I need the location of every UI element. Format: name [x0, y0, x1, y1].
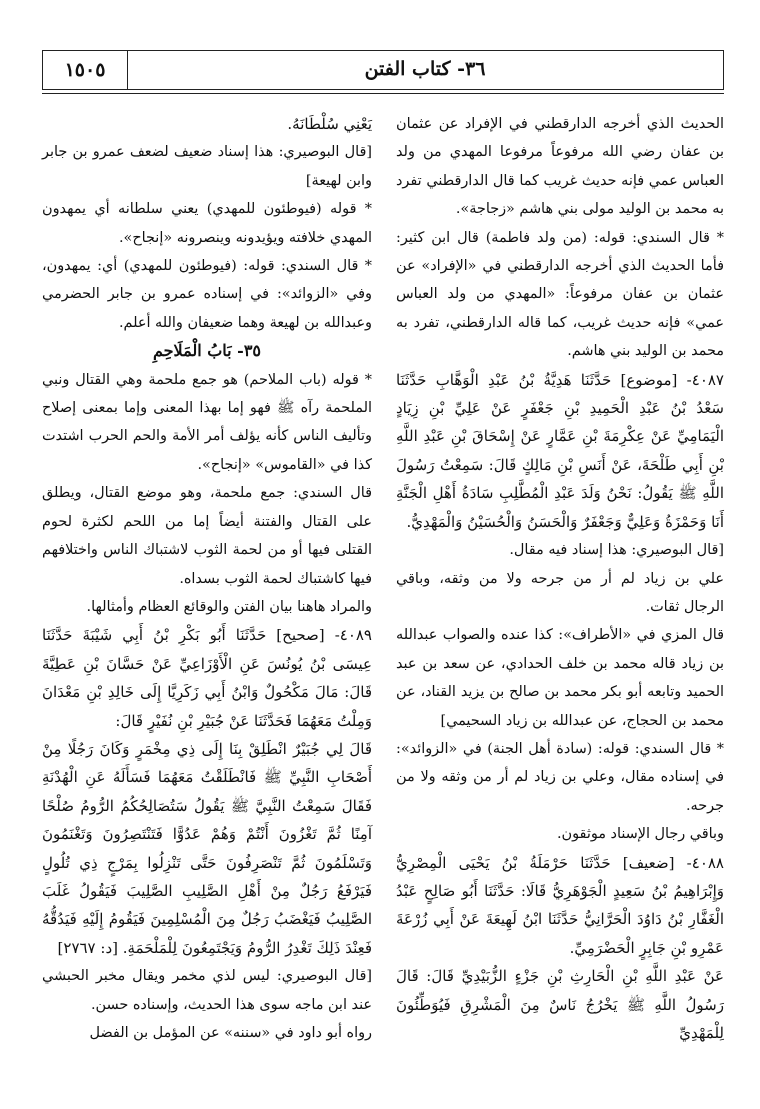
left-column [42, 110, 372, 1047]
hadith-4089-matn: قَالَ لِي جُبَيْرٌ انْطَلِقْ بِنَا إِلَى ذِي مِخْمَرٍ وَكَانَ رَجُلًا مِنْ أَصْحَابِ النَّبِيِّ ﷺ فَانْطَلَقْتُ مَعَهُمَا فَسَأَلَهُ عَنِ الْهُدْنَةِ فَقَالَ سَمِعْتُ النَّبِيَّ ﷺ يَقُولُ سَتُصَالِحُكُمُ الرُّومُ صُلْحًا آمِنًا ثُمَّ تَغْزُونَ أَنْتُمْ وَهُمْ عَدُوًّا فَتَنْتَصِرُونَ وَتَغْنَمُونَ وَتَسْلَمُونَ ثُمَّ تَنْصَرِفُونَ حَتَّى تَنْزِلُوا بِمَرْجٍ ذِي تُلُولٍ فَيَرْفَعُ رَجُلٌ مِنْ أَهْلِ الصَّلِيبِ الصَّلِيبَ فَيَقُولُ غَلَبَ الصَّلِيبُ فَيَغْضَبُ رَجُلٌ مِنَ الْمُسْلِمِينَ فَيَقُومُ إِلَيْهِ فَيَدُقُّهُ فَعِنْدَ ذَلِكَ تَغْدِرُ الرُّومُ وَيَجْتَمِعُونَ لِلْمَلْحَمَةِ. [د: ٢٧٦٧] [42, 739, 372, 957]
abu-dawud-note-4089: رواه أبو داود في «سننه» عن المؤمل بن الفضل [89, 1025, 372, 1041]
hadith-4087: ٤٠٨٧- [موضوع] حَدَّثَنَا هَدِيَّةُ بْنُ عَبْدِ الْوَهَّابِ حَدَّثَنَا سَعْدُ بْنُ عَبْدِ الْحَمِيدِ بْنِ جَعْفَرٍ عَنْ عَلِيِّ بْنِ زِيَادٍ الْيَمَامِيِّ عَنْ عِكْرِمَةَ بْنِ عَمَّارٍ عَنْ إِسْحَاقَ بْنِ عَبْدِ اللَّهِ بْنِ أَبِي طَلْحَةَ، عَنْ أَنَسِ بْنِ مَالِكٍ قَالَ: سَمِعْتُ رَسُولَ اللَّهِ ﷺ يَقُولُ: نَحْنُ وَلَدَ عَبْدِ الْمُطَّلِبِ سَادَةُ أَهْلِ الْجَنَّةِ أَنَا وَحَمْزَةُ وَعَلِيٌّ وَجَعْفَرٌ وَالْحَسَنُ وَالْحُسَيْنُ وَالْمَهْدِيُّ. [396, 370, 724, 531]
page-number: ١٥٠٥ [64, 59, 106, 81]
narrator-note-4087: علي بن زياد لم أر من جرحه ولا من وثقه، وباقي الرجال ثقات. [396, 570, 724, 615]
section-heading-malahim: ٣٥- بَابُ الْمَلَاحِمِ [152, 341, 261, 361]
hadith-4088-end: يَعْنِي سُلْطَانَهُ. [287, 115, 372, 133]
busiri-note-4089: [قال البوصيري: ليس لذي مخمر ويقال مخبر الحبشي عند ابن ماجه سوى هذا الحديث، وإسناده حسن. [42, 968, 372, 1013]
page-header [42, 50, 724, 90]
right-column [396, 110, 724, 1047]
injah-note-4088: * قوله (فيوطئون للمهدي) يعني سلطانه أي يمهدون المهدي خلافته ويؤيدونه وينصرونه «إنجاح». [42, 201, 372, 246]
hadith-4088-matn: عَنْ عَبْدِ اللَّهِ بْنِ الْحَارِثِ بْنِ جَزْءٍ الزُّبَيْدِيِّ قَالَ: قَالَ رَسُولُ اللَّهِ ﷺ يَخْرُجُ نَاسٌ مِنَ الْمَشْرِقِ فَيُوَطِّئُونَ لِلْمَهْدِيِّ [396, 967, 724, 1042]
hadith-4088-isnad: ٤٠٨٨- [ضعيف] حَدَّثَنَا حَرْمَلَةُ بْنُ يَحْيَى الْمِصْرِيُّ وَإِبْرَاهِيمُ بْنُ سَعِيدٍ الْجَوْهَرِيُّ قَالَا: حَدَّثَنَا أَبُو صَالِحٍ عَبْدُ الْغَفَّارِ بْنُ دَاوُدَ الْحَرَّانِيُّ حَدَّثَنَا ابْنُ لَهِيعَةَ عَنْ أَبِي زُرْعَةَ عَمْرِو بْنِ جَابِرٍ الْحَضْرَمِيِّ. [396, 853, 724, 957]
busiri-note-4088: [قال البوصيري: هذا إسناد ضعيف لضعف عمرو بن جابر وابن لهيعة] [42, 144, 372, 189]
isnad-note-4087: وباقي رجال الإسناد موثقون. [556, 826, 724, 843]
note-meaning-malahim: والمراد هاهنا بيان الفتن والوقائع العظام وأمثالها. [86, 598, 372, 615]
note-bab-malahim: * قوله (باب الملاحم) هو جمع ملحمة وهي القتال ونبي الملحمة رآه ﷺ فهو إما بهذا المعنى وإما بمعنى إصلاح وتأليف الناس كأنه يؤلف أمر الأمة والحم الحرب اشتدت كذا في «القاموس» «إنجاح». [42, 371, 372, 473]
sindi-note-4087: * قال السندي: قوله: (سادة أهل الجنة) في «الزوائد»: في إسناده مقال، وعلي بن زياد لم أر من وثقه ولا من جرحه. [396, 740, 724, 814]
paragraph-mahdi-abbas: الحديث الذي أخرجه الدارقطني في الإفراد عن عثمان بن عفان رضي الله مرفوعاً مرفوعا المهدي من ولد العباس عمي فإنه حديث غريب كما قال الدارقطني تفرد به محمد بن الوليد مولى بني هاشم «زجاجة». [396, 116, 724, 218]
sindi-note-4088: * قال السندي: قوله: (فيوطئون للمهدي) أي: يمهدون، وفي «الزوائد»: في إسناده عمرو بن جابر الحضرمي وعبدالله بن لهيعة وهما ضعيفان والله أعلم. [42, 258, 372, 331]
sindi-note-fatima: * قال السندي: قوله: (من ولد فاطمة) قال ابن كثير: فأما الحديث الذي أخرجه الدارقطني في «الإفراد» عن عثمان بن عفان مرفوعاً: «المهدي من ولد العباس عمي» فإنه حديث غريب، كما قاله الدارقطني، تفرد به محمد بن الوليد بني هاشم. [396, 229, 724, 360]
header-double-rule [42, 93, 724, 94]
hadith-4089-isnad: ٤٠٨٩- [صحيح] حَدَّثَنَا أَبُو بَكْرِ بْنُ أَبِي شَيْبَةَ حَدَّثَنَا عِيسَى بْنُ يُونُسَ عَنِ الْأَوْزَاعِيِّ عَنْ حَسَّانَ بْنِ عَطِيَّةَ قَالَ: مَالَ مَكْحُولٌ وَابْنُ أَبِي زَكَرِيَّا إِلَى خَالِدِ بْنِ مَعْدَانَ وَمِلْتُ مَعَهُمَا فَحَدَّثَنَا عَنْ جُبَيْرِ بْنِ نُفَيْرٍ قَالَ: [42, 626, 372, 730]
busiri-note-4087: [قال البوصيري: هذا إسناد فيه مقال. [509, 542, 724, 559]
sindi-note-malahim: قال السندي: جمع ملحمة، وهو موضع القتال، ويطلق على القتال والفتنة أيضاً إما من اللحم لكثرة لحوم القتلى فيها أو من لحمة الثوب لاشتباك الناس واختلافهم فيها كاشتباك لحمة الثوب بسداه. [42, 485, 372, 587]
mizzi-note-4087: قال المزي في «الأطراف»: كذا عنده والصواب عبدالله بن زياد قاله محمد بن خلف الحدادي، عن سعد بن عبد الحميد وتابعه أبو بكر محمد بن صالح بن يزيد القناد، عن محمد بن الحجاج، عن عبدالله بن زياد السحيمي] [396, 627, 724, 729]
chapter-title: ٣٦- كتاب الفتن [364, 58, 486, 80]
